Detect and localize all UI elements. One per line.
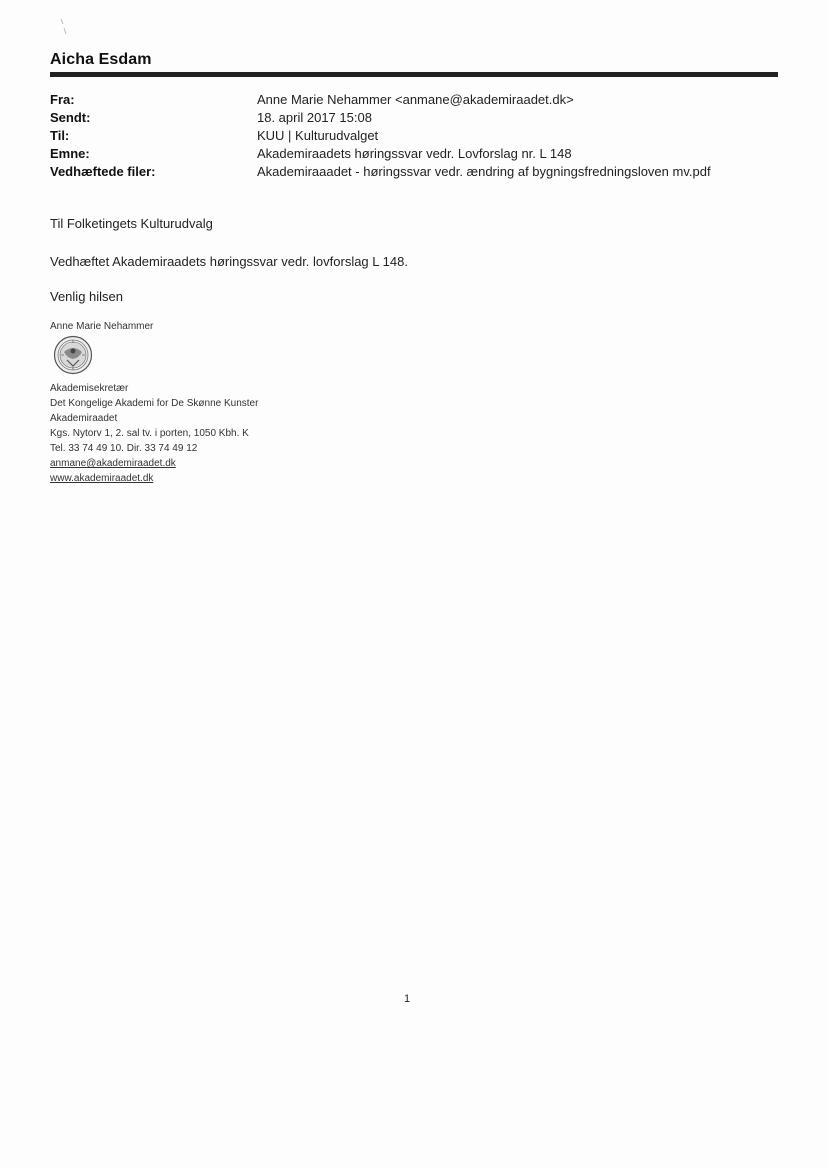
attachments-label: Vedhæftede filer:: [50, 164, 156, 179]
signature-details: [50, 381, 258, 486]
from-label: Fra:: [50, 92, 75, 107]
subject-label: Emne:: [50, 146, 90, 161]
closing-text: Venlig hilsen: [50, 289, 123, 304]
signature-address: Kgs. Nytorv 1, 2. sal tv. i porten, 1050 Kbh. K: [50, 428, 249, 439]
signature-organization: Det Kongelige Akademi for De Skønne Kunster: [50, 398, 259, 409]
from-value: Anne Marie Nehammer <anmane@akademiraadet.dk>: [257, 92, 574, 107]
to-value: KUU | Kulturudvalget: [257, 128, 379, 143]
email-header: [50, 91, 770, 181]
sent-value: 18. april 2017 15:08: [257, 110, 372, 125]
mailbox-owner-name: Aicha Esdam: [50, 51, 152, 68]
signature-website-link[interactable]: www.akademiraadet.dk: [50, 473, 154, 484]
header-divider: [50, 72, 778, 77]
scan-speck: [60, 18, 68, 38]
signature-phone: Tel. 33 74 49 10. Dir. 33 74 49 12: [50, 443, 198, 454]
sent-label: Sendt:: [50, 110, 91, 125]
to-row: [50, 127, 770, 145]
signature-name: Anne Marie Nehammer: [50, 321, 154, 332]
page-number: 1: [404, 993, 411, 1005]
attachments-value: Akademiraaadet - høringssvar vedr. ændring af bygningsfredningsloven mv.pdf: [257, 164, 711, 179]
sent-row: [50, 109, 770, 127]
attachments-row: [50, 163, 770, 181]
from-row: [50, 91, 770, 109]
greeting-text: Til Folketingets Kulturudvalg: [50, 216, 213, 231]
signature-department: Akademiraadet: [50, 413, 118, 424]
subject-value: Akademiraadets høringssvar vedr. Lovforslag nr. L 148: [257, 146, 572, 161]
to-label: Til:: [50, 128, 70, 143]
signature-title: Akademisekretær: [50, 383, 129, 394]
academy-seal-icon: [53, 335, 93, 375]
signature-email-link[interactable]: anmane@akademiraadet.dk: [50, 458, 176, 469]
subject-row: [50, 145, 770, 163]
message-text: Vedhæftet Akademiraadets høringssvar vedr. lovforslag L 148.: [50, 254, 408, 269]
